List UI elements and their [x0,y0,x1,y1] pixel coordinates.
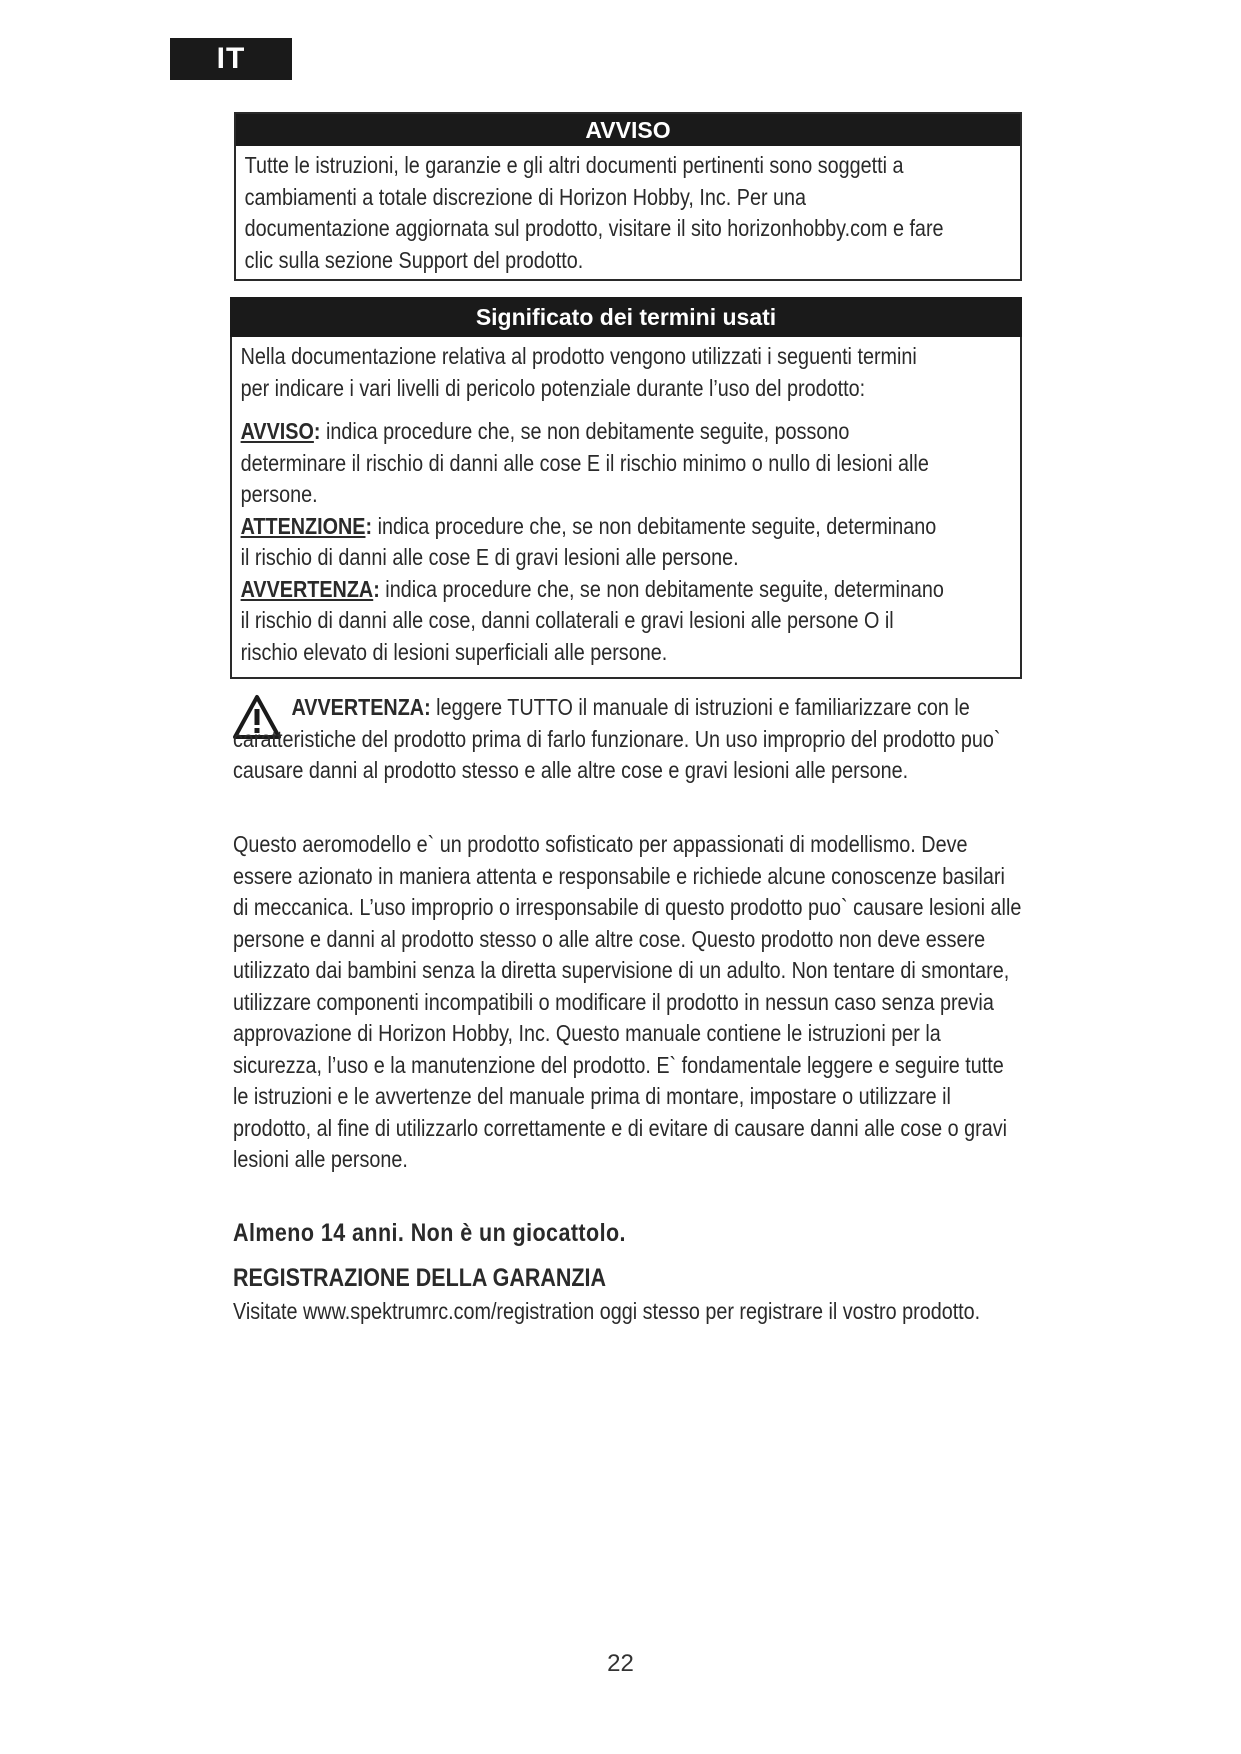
term-text: indica procedure che, se non debitamente seguite, possono determinare il rischio di danni alle cose E il rischio minimo o nullo di lesioni alle persone. [240,418,929,507]
term-label: AVVERTENZA [240,575,374,602]
warning-paragraph [233,692,1033,787]
page-number: 22 [607,1650,634,1677]
notice-box [234,112,1022,281]
term-colon: : [365,512,373,539]
notice-text: Tutte le istruzioni, le garanzie e gli altri documenti pertinenti sono soggetti a cambiamenti a totale discrezione di Horizon Hobby, Inc. Per una documentazione aggiornata sul prodotto, visitare il sito horizonhobby.com e fare clic sulla sezione Support del prodotto. [244,152,944,273]
age-notice: Almeno 14 anni. Non è un giocattolo. [233,1219,626,1247]
notice-title: AVVISO [236,114,1020,146]
terms-title: Significato dei termini usati [230,297,1022,337]
term-colon: : [373,575,380,602]
term-attenzione [241,511,946,574]
terms-intro: Nella documentazione relativa al prodotto vengono utilizzati i seguenti termini per indicare i vari livelli di pericolo potenziale durante l’uso del prodotto: [240,343,917,401]
term-avvertenza [241,574,946,669]
term-text: indica procedure che, se non debitamente seguite, determinano il rischio di danni alle cose E di gravi lesioni alle persone. [240,512,937,570]
warning-label: AVVERTENZA: [291,694,431,720]
language-tab: IT [170,38,292,80]
registration-title: REGISTRAZIONE DELLA GARANZIA [233,1264,607,1292]
term-label: AVVISO [240,418,314,444]
warning-text: leggere TUTTO il manuale di istruzioni e familiarizzare con le caratteristiche del prodotto prima di farlo funzionare. Un uso improprio del prodotto puo` causare danni al prodotto stesso e alle altre cose e gravi lesioni alle persone. [233,694,1001,783]
term-colon: : [313,418,321,444]
terms-body [232,337,954,676]
registration-text: Visitate www.spektrumrc.com/registration oggi stesso per registrare il vostro prodotto. [233,1298,981,1324]
intro-paragraph: Questo aeromodello e` un prodotto sofisticato per appassionati di modellismo. Deve essere azionato in maniera attenta e responsabile e richiede alcune conoscenze basilari di meccanica. L’uso improprio o irresponsabile di questo prodotto puo` causare lesioni alle persone e danni al prodotto stesso o alle altre cose. Questo prodotto non deve essere utilizzato dai bambini senza la diretta supervisione di un adulto. Non tentare di smontare, utilizzare componenti incompatibili o modificare il prodotto in nessun caso senza previa approvazione di Horizon Hobby, Inc. Questo manuale contiene le istruzioni per la sicurezza, l’uso e la manutenzione del prodotto. E` fondamentale leggere e seguire tutte le istruzioni e le avvertenze del manuale prima di montare, impostare o utilizzare il prodotto, al fine di utilizzarlo correttamente e di evitare di causare danni alle cose o gravi lesioni alle persone. [233,831,1022,1172]
terms-box [230,297,1022,679]
term-text: indica procedure che, se non debitamente seguite, determinano il rischio di danni alle cose, danni collaterali e gravi lesioni alle persone O il rischio elevato di lesioni superficiali alle persone. [240,575,944,665]
term-label: ATTENZIONE [240,512,366,539]
term-avviso [241,416,946,511]
